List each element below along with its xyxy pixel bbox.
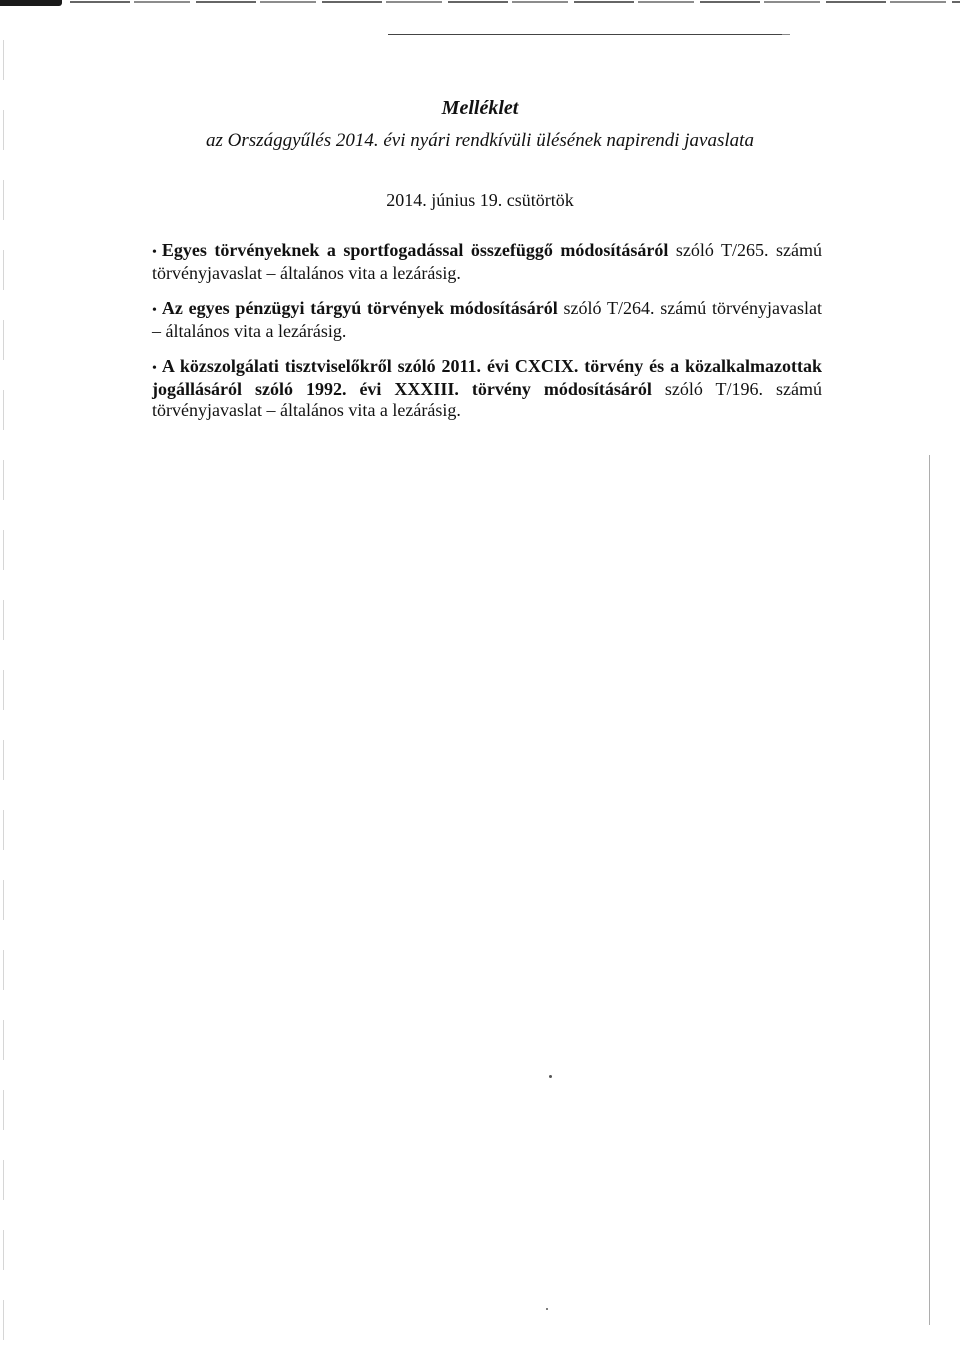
- scan-edge-right: [929, 455, 930, 1325]
- header-rule-tail: [782, 34, 790, 35]
- session-date: 2014. június 19. csütörtök: [386, 190, 574, 210]
- scan-edge-left: [3, 40, 4, 1340]
- agenda-item-detail: szóló T/264. számú törvényjavaslat – általános vita a lezárásig.: [152, 298, 822, 341]
- agenda-item-detail: szóló T/196. számú törvényjavaslat – általános vita a lezárásig.: [152, 379, 822, 420]
- agenda-item-title: A közszolgálati tisztviselőkről szóló 2011. évi CXCIX. törvény és a közalkalmazottak jogállásáról szóló 1992. évi XXXIII. törvény módosításáról: [152, 356, 822, 399]
- agenda-item-title: Egyes törvényeknek a sportfogadással összefüggő módosításáról: [161, 240, 669, 260]
- agenda-list: [152, 240, 822, 435]
- agenda-item: [152, 356, 822, 421]
- header-rule: [388, 34, 782, 35]
- bullet-icon: •: [152, 303, 157, 318]
- bullet-icon: •: [152, 245, 157, 260]
- scan-speck: [549, 1075, 552, 1078]
- agenda-item: [152, 298, 822, 342]
- agenda-item-detail: szóló T/265. számú törvényjavaslat – általános vita a lezárásig.: [152, 240, 822, 283]
- scan-artifact-line: [70, 1, 960, 3]
- scan-speck: [546, 1308, 548, 1310]
- bullet-icon: •: [152, 361, 157, 376]
- agenda-item: [152, 240, 822, 284]
- document-subtitle: az Országgyűlés 2014. évi nyári rendkívüli ülésének napirendi javaslata: [206, 130, 754, 151]
- scan-artifact-mark: [0, 0, 62, 6]
- document-title: Melléklet: [441, 97, 519, 119]
- agenda-item-title: Az egyes pénzügyi tárgyú törvények módosításáról: [161, 298, 558, 318]
